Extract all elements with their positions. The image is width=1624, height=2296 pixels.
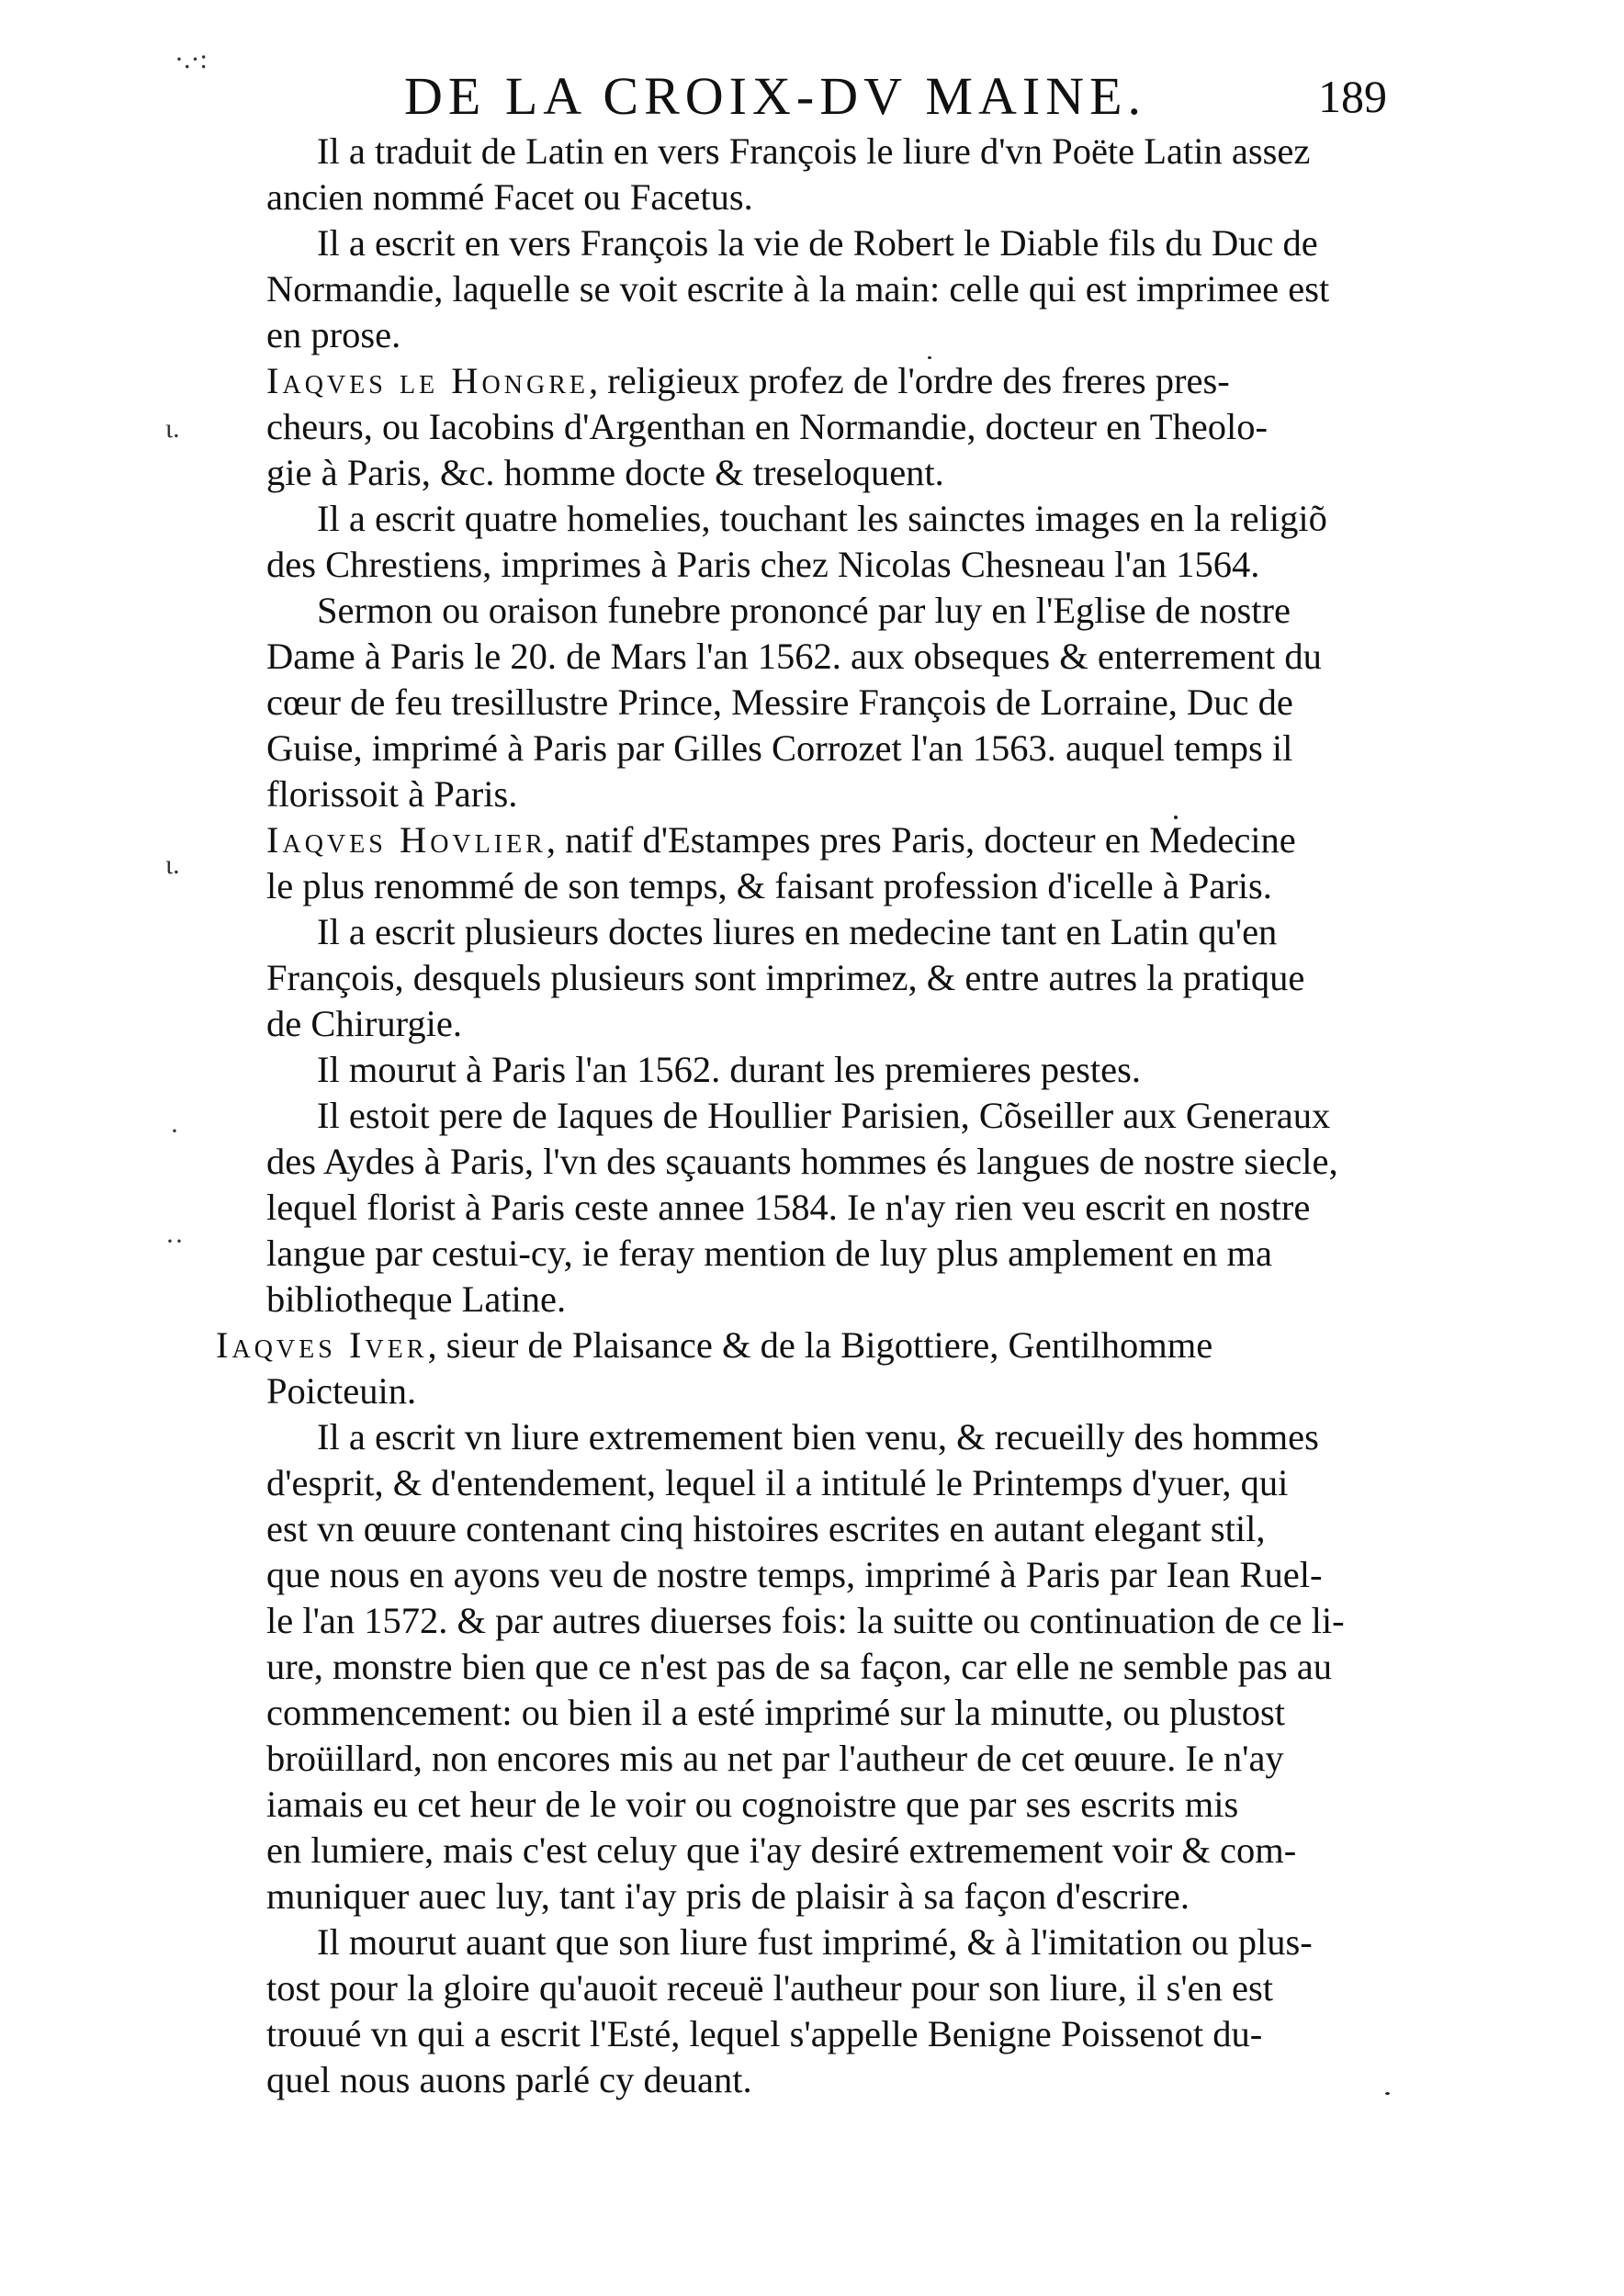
entry-name: Iaqves Iver bbox=[216, 1324, 428, 1366]
text-line: trouué vn qui a escrit l'Esté, lequel s'appelle Benigne Poissenot du- bbox=[266, 2013, 1263, 2054]
margin-mark: ·· bbox=[165, 1226, 184, 1256]
text-line: commencement: ou bien il a esté imprimé sur la minutte, ou plustost bbox=[266, 1692, 1286, 1733]
text-line: langue par cestui-cy, ie feray mention de luy plus amplement en ma bbox=[266, 1232, 1272, 1274]
running-title: DE LA CROIX-DV MAINE. bbox=[404, 66, 1147, 126]
text-line: Il a traduit de Latin en vers François le liure d'vn Poëte Latin assez bbox=[317, 130, 1311, 172]
ink-speck bbox=[1385, 2092, 1390, 2095]
text-line: cheurs, ou Iacobins d'Argenthan en Normandie, docteur en Theolo- bbox=[266, 406, 1268, 447]
entry-name: Iaqves le Hongre bbox=[266, 360, 589, 401]
text-line: Il a escrit quatre homelies, touchant les sainctes images en la religiõ bbox=[317, 498, 1327, 539]
margin-mark: · bbox=[170, 1116, 179, 1146]
text-line: Normandie, laquelle se voit escrite à la main: celle qui est imprimee est bbox=[266, 268, 1330, 310]
text-line: Il mourut à Paris l'an 1562. durant les premieres pestes. bbox=[317, 1049, 1141, 1090]
text-line: Guise, imprimé à Paris par Gilles Corrozet l'an 1563. auquel temps il bbox=[266, 727, 1293, 769]
text-line: Dame à Paris le 20. de Mars l'an 1562. aux obseques & enterrement du bbox=[266, 636, 1322, 677]
text-line: tost pour la gloire qu'auoit receuë l'autheur pour son liure, il s'en est bbox=[266, 1967, 1273, 2009]
entry-heading-text: , religieux profez de l'ordre des freres pres- bbox=[588, 360, 1230, 401]
text-line: d'esprit, & d'entendement, lequel il a intitulé le Printemps d'yuer, qui bbox=[266, 1462, 1289, 1503]
entry-houlier bbox=[266, 817, 1369, 1322]
text-line: cœur de feu tresillustre Prince, Messire François de Lorraine, Duc de bbox=[266, 681, 1293, 723]
intro-paragraph-1 bbox=[266, 129, 1369, 220]
text-line: ure, monstre bien que ce n'est pas de sa façon, car elle ne semble pas au bbox=[266, 1646, 1332, 1687]
main-text bbox=[216, 129, 1369, 2103]
ink-speck bbox=[928, 356, 931, 359]
text-line: Poicteuin. bbox=[266, 1370, 417, 1412]
margin-mark: ι. bbox=[165, 413, 180, 444]
text-line: le plus renommé de son temps, & faisant profession d'icelle à Paris. bbox=[266, 865, 1272, 906]
text-line: François, desquels plusieurs sont imprimez, & entre autres la pratique bbox=[266, 957, 1305, 998]
page-header bbox=[0, 64, 1624, 129]
entry-iver bbox=[216, 1322, 1369, 2103]
text-line: de Chirurgie. bbox=[266, 1003, 462, 1044]
margin-mark: ι. bbox=[165, 850, 180, 880]
text-line: florissoit à Paris. bbox=[266, 773, 518, 815]
text-line: Sermon ou oraison funebre prononcé par luy en l'Eglise de nostre bbox=[317, 590, 1291, 631]
ink-speck bbox=[1174, 816, 1178, 819]
entry-name: Iaqves Hovlier bbox=[266, 819, 547, 861]
text-line: des Aydes à Paris, l'vn des sçauants hommes és langues de nostre siecle, bbox=[266, 1141, 1338, 1182]
entry-heading bbox=[266, 358, 1369, 404]
text-line: muniquer auec luy, tant i'ay pris de plaisir à sa façon d'escrire. bbox=[266, 1875, 1190, 1917]
text-line: quel nous auons parlé cy deuant. bbox=[266, 2059, 752, 2100]
text-line: Il a escrit plusieurs doctes liures en medecine tant en Latin qu'en bbox=[317, 911, 1278, 952]
text-line: ancien nommé Facet ou Facetus. bbox=[266, 176, 753, 218]
text-line: Il mourut auant que son liure fust imprimé, & à l'imitation ou plus- bbox=[317, 1921, 1313, 1963]
text-line: le l'an 1572. & par autres diuerses fois: la suitte ou continuation de ce li- bbox=[266, 1600, 1345, 1641]
text-line: Il a escrit vn liure extremement bien venu, & recueilly des hommes bbox=[317, 1416, 1319, 1458]
text-line: lequel florist à Paris ceste annee 1584. Ie n'ay rien veu escrit en nostre bbox=[266, 1187, 1311, 1228]
intro-paragraph-2 bbox=[266, 220, 1369, 358]
text-line: en lumiere, mais c'est celuy que i'ay desiré extremement voir & com- bbox=[266, 1829, 1297, 1871]
top-left-marks: ·.·: bbox=[175, 44, 208, 74]
entry-heading bbox=[216, 1322, 1369, 1368]
text-line: gie à Paris, &c. homme docte & treseloquent. bbox=[266, 452, 944, 493]
text-line: en prose. bbox=[266, 314, 401, 355]
entry-heading-text: , natif d'Estampes pres Paris, docteur en Medecine bbox=[546, 819, 1296, 861]
page-number: 189 bbox=[1318, 71, 1387, 122]
text-line: des Chrestiens, imprimes à Paris chez Nicolas Chesneau l'an 1564. bbox=[266, 544, 1260, 585]
text-line: Il a escrit en vers François la vie de Robert le Diable fils du Duc de bbox=[317, 222, 1318, 264]
entry-heading-text: , sieur de Plaisance & de la Bigottiere, Gentilhomme bbox=[427, 1324, 1213, 1366]
text-line: que nous en ayons veu de nostre temps, imprimé à Paris par Iean Ruel- bbox=[266, 1554, 1323, 1595]
text-line: iamais eu cet heur de le voir ou cognoistre que par ses escrits mis bbox=[266, 1784, 1239, 1825]
entry-heading bbox=[266, 817, 1369, 863]
text-line: Il estoit pere de Iaques de Houllier Parisien, Cõseiller aux Generaux bbox=[317, 1095, 1331, 1136]
text-line: est vn œuure contenant cinq histoires escrites en autant elegant stil, bbox=[266, 1508, 1266, 1549]
text-line: bibliotheque Latine. bbox=[266, 1278, 567, 1320]
entry-hongre bbox=[266, 358, 1369, 817]
text-line: broüillard, non encores mis au net par l'autheur de cet œuure. Ie n'ay bbox=[266, 1738, 1284, 1779]
